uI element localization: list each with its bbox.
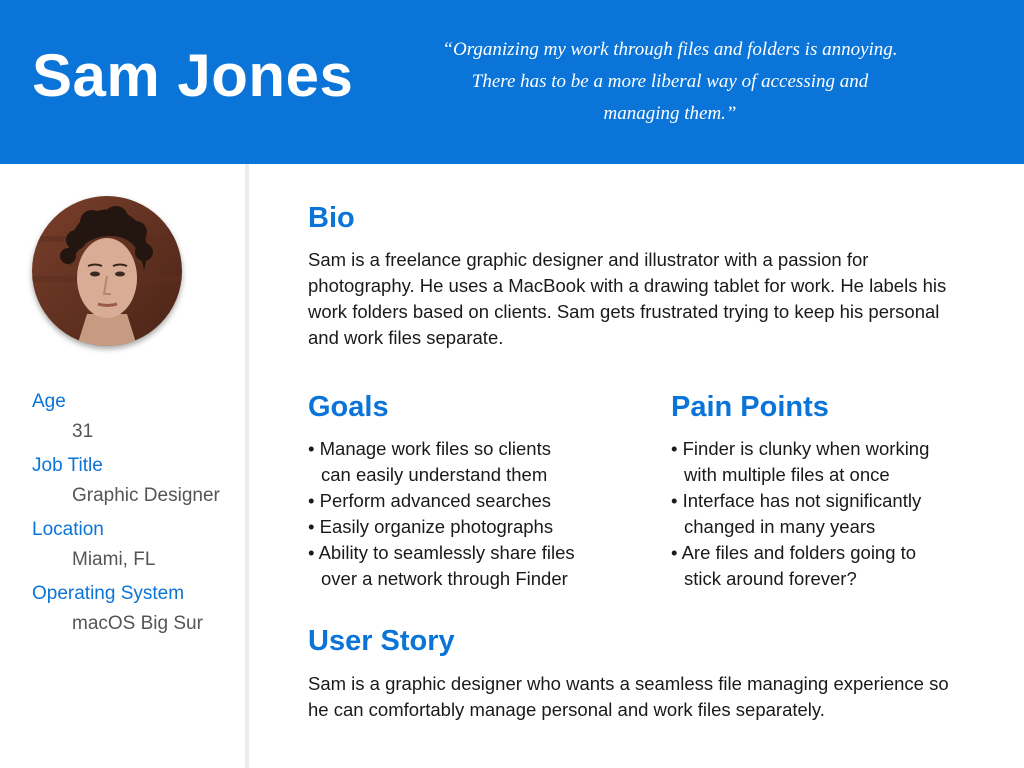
bio-line: photography. He uses a MacBook with a drawing tablet for work. He labels his: [308, 275, 947, 296]
avatar: [32, 196, 182, 346]
list-item: • Finder is clunky when working with multiple files at once: [671, 438, 930, 485]
bio-title: Bio: [308, 202, 355, 234]
location-value: Miami, FL: [72, 549, 156, 570]
bio-line: Sam is a freelance graphic designer and illustrator with a passion for: [308, 249, 869, 270]
goals-list: [308, 436, 648, 592]
location-label: Location: [32, 519, 104, 540]
pain-points-title: Pain Points: [671, 391, 829, 423]
age-value: 31: [72, 421, 94, 442]
job-title-value: Graphic Designer: [72, 485, 220, 506]
bio-line: and work files separate.: [308, 327, 504, 348]
header-banner: [0, 0, 1024, 164]
user-story-line: he can comfortably manage personal and work files separately.: [308, 699, 825, 720]
job-title-label: Job Title: [32, 455, 103, 476]
sidebar-divider: [245, 164, 249, 768]
list-item: • Easily organize photographs: [308, 516, 554, 537]
bio-text: [308, 247, 988, 351]
quote-line: managing them.”: [603, 103, 737, 124]
persona-name: Sam Jones: [32, 42, 354, 109]
list-item: • Are files and folders going to stick around forever?: [671, 542, 917, 589]
operating-system-label: Operating System: [32, 583, 185, 604]
goals-title: Goals: [308, 391, 389, 423]
quote-line: There has to be a more liberal way of accessing and: [471, 71, 869, 92]
user-story-title: User Story: [308, 625, 455, 657]
list-item: • Ability to seamlessly share files over a network through Finder: [308, 542, 575, 589]
bio-line: work folders based on clients. Sam gets frustrated trying to keep his personal: [308, 301, 940, 322]
quote-line: “Organizing my work through files and folders is annoying.: [442, 39, 898, 60]
pain-points-list: [671, 436, 1011, 592]
persona-quote: [420, 34, 920, 130]
person-photo-icon: [32, 196, 182, 346]
list-item: • Manage work files so clients can easily understand them: [308, 438, 551, 485]
list-item: • Interface has not significantly changed in many years: [671, 490, 922, 537]
user-story-line: Sam is a graphic designer who wants a seamless file managing experience so: [308, 673, 949, 694]
list-item: • Perform advanced searches: [308, 490, 551, 511]
user-story-text: [308, 671, 988, 723]
operating-system-value: macOS Big Sur: [72, 613, 203, 634]
age-label: Age: [32, 391, 66, 412]
